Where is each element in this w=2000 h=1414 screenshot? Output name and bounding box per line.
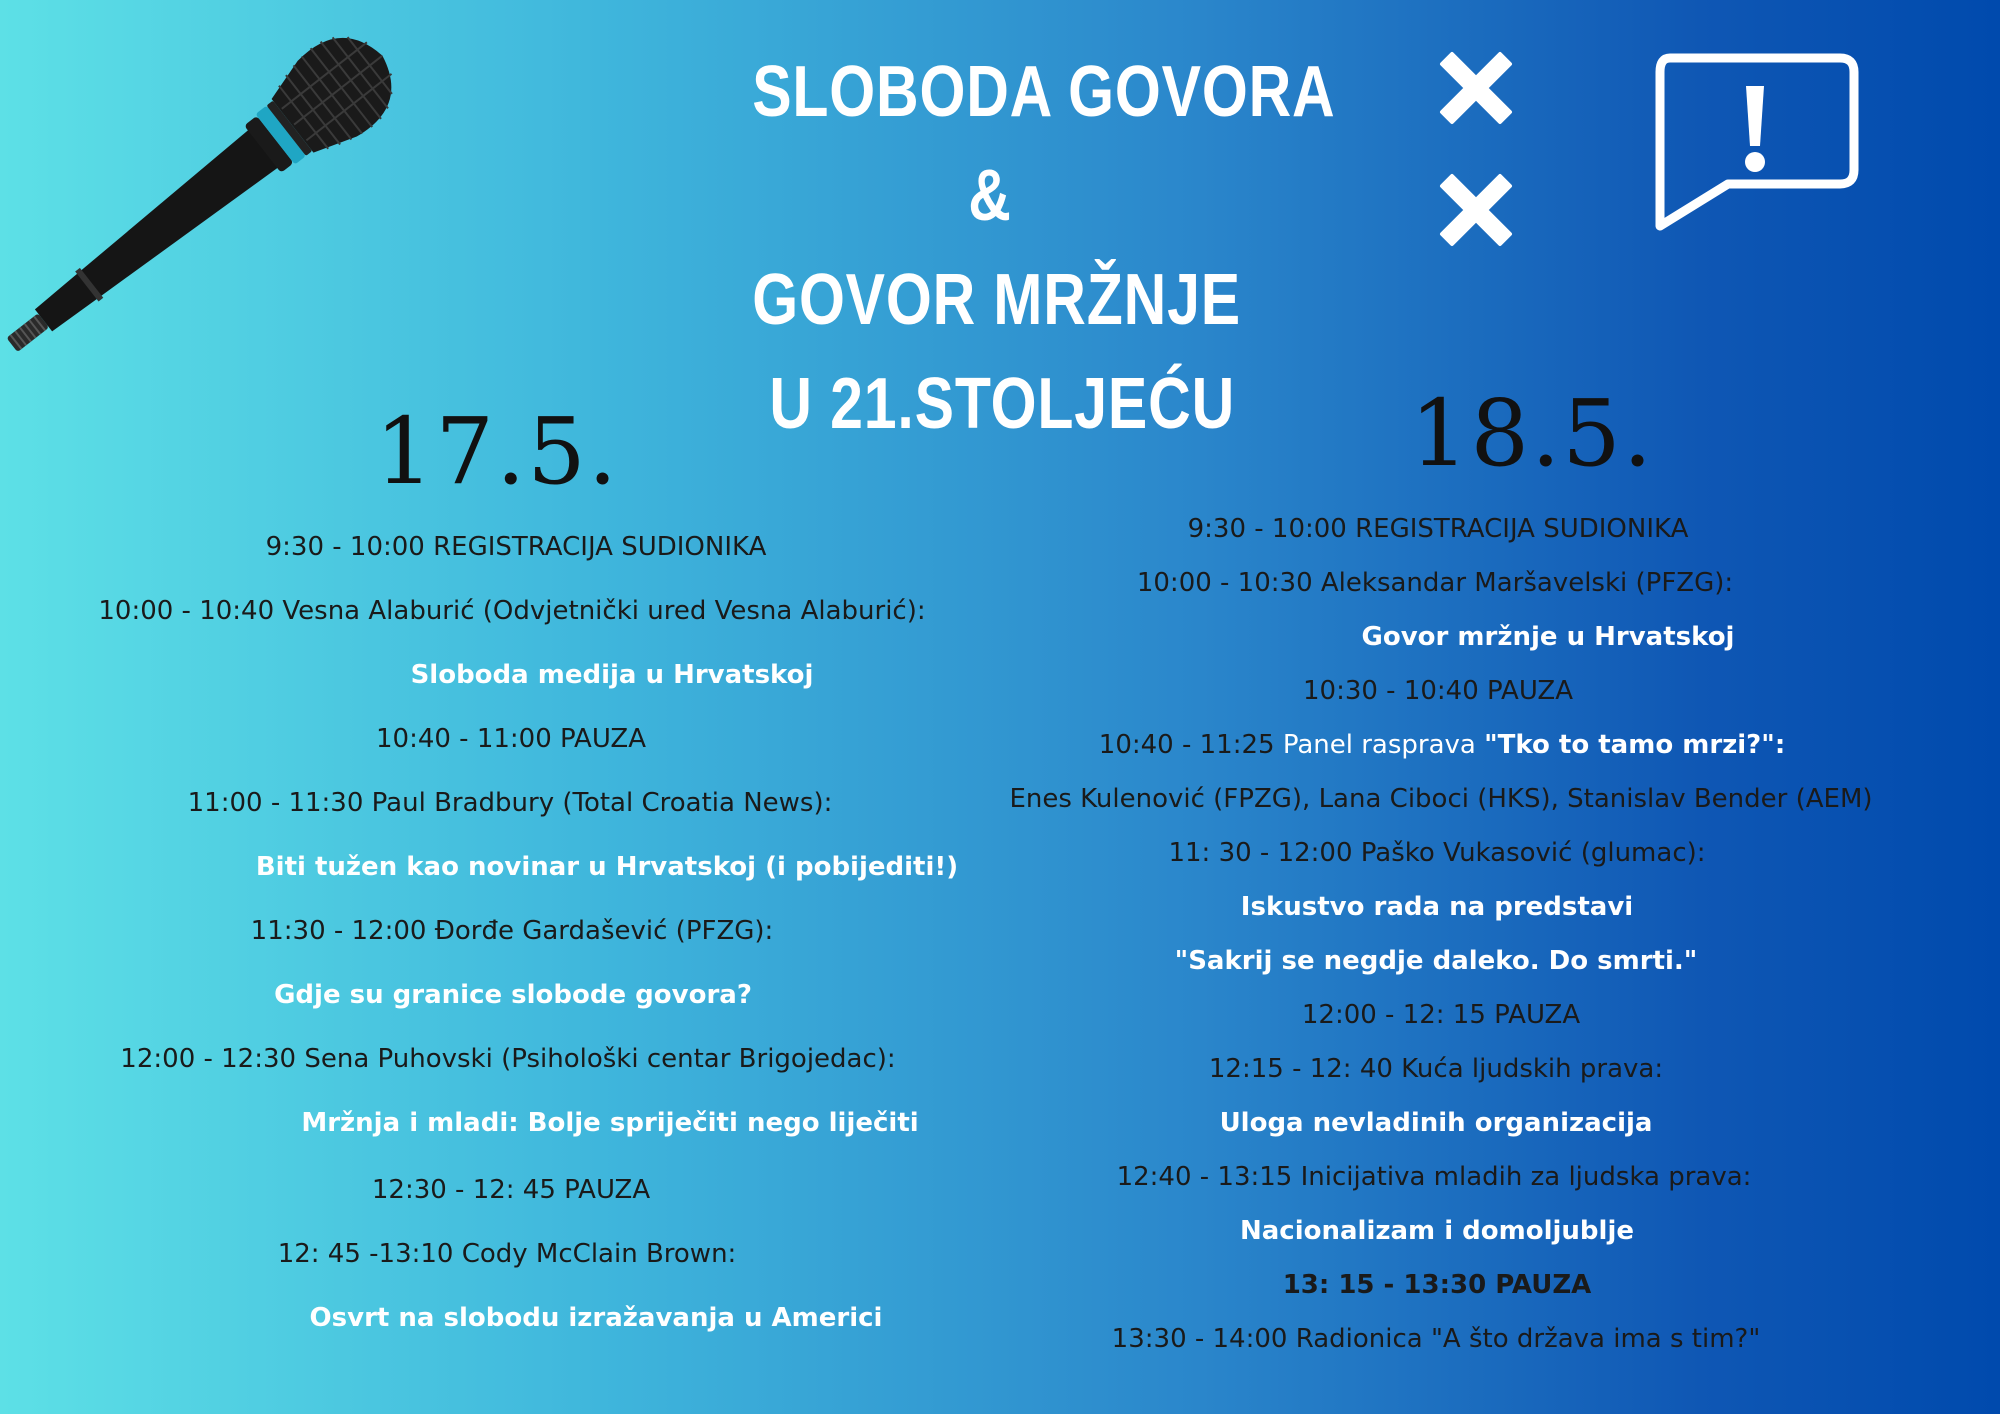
schedule-item: 12:15 - 12: 40 Kuća ljudskih prava: xyxy=(1208,1054,1664,1084)
schedule-item: 12:00 - 12:30 Sena Puhovski (Psihološki centar Brigojedac): xyxy=(120,1044,896,1074)
microphone-icon xyxy=(0,0,540,380)
schedule-item: 10:00 - 10:30 Aleksandar Maršavelski (PFZG): xyxy=(1136,568,1734,598)
panel-label: Panel rasprava xyxy=(1282,730,1476,760)
title-line-3: GOVOR MRŽNJE xyxy=(752,260,1241,340)
schedule-item: 10:30 - 10:40 PAUZA xyxy=(1302,676,1574,706)
panel-participants: Enes Kulenović (FPZG), Lana Ciboci (HKS), Stanislav Bender (AEM) xyxy=(1009,784,1873,814)
schedule-item: 9:30 - 10:00 REGISTRACIJA SUDIONIKA xyxy=(265,532,767,562)
talk-title: "Sakrij se negdje daleko. Do smrti." xyxy=(1174,946,1698,976)
day-2-date: 18.5. xyxy=(1410,380,1655,487)
talk-title: Biti tužen kao novinar u Hrvatskoj (i pobijediti!) xyxy=(255,852,959,882)
schedule-item: 11:00 - 11:30 Paul Bradbury (Total Croatia News): xyxy=(187,788,833,818)
talk-title: Uloga nevladinih organizacija xyxy=(1219,1108,1653,1138)
schedule-item: 12:30 - 12: 45 PAUZA xyxy=(371,1175,651,1205)
speech-bubble-exclamation-icon xyxy=(1650,52,1860,232)
schedule-item: 13:30 - 14:00 Radionica "A što država ima s tim?" xyxy=(1111,1324,1761,1354)
talk-title: Sloboda medija u Hrvatskoj xyxy=(410,660,814,690)
page-title xyxy=(752,40,1336,456)
panel-title: "Tko to tamo mrzi?": xyxy=(1484,730,1786,760)
title-line-2: & xyxy=(968,156,1012,236)
title-line-4: U 21.STOLJEĆU xyxy=(752,364,1236,444)
title-line-1: SLOBODA GOVORA xyxy=(752,52,1336,132)
talk-title: Govor mržnje u Hrvatskoj xyxy=(1361,622,1735,652)
schedule-item: 10:40 - 11:00 PAUZA xyxy=(375,724,647,754)
schedule-item: 13: 15 - 13:30 PAUZA xyxy=(1282,1270,1592,1300)
schedule-item: 11:30 - 12:00 Đorđe Gardašević (PFZG): xyxy=(250,916,774,946)
talk-title: Nacionalizam i domoljublje xyxy=(1240,1216,1634,1246)
x-icon xyxy=(1438,50,1514,126)
schedule-item xyxy=(1099,730,1785,760)
x-icon xyxy=(1438,172,1514,248)
schedule-item: 12: 45 -13:10 Cody McClain Brown: xyxy=(277,1239,737,1269)
schedule-item: 10:00 - 10:40 Vesna Alaburić (Odvjetnički ured Vesna Alaburić): xyxy=(98,596,926,626)
schedule-item: 12:40 - 13:15 Inicijativa mladih za ljudska prava: xyxy=(1116,1162,1752,1192)
day-1-date: 17.5. xyxy=(375,398,620,505)
schedule-item: 11: 30 - 12:00 Paško Vukasović (glumac): xyxy=(1168,838,1706,868)
talk-title: Mržnja i mladi: Bolje spriječiti nego liječiti xyxy=(301,1108,919,1138)
schedule-time: 10:40 - 11:25 xyxy=(1098,730,1275,760)
talk-title: Iskustvo rada na predstavi xyxy=(1240,892,1634,922)
schedule-item: 9:30 - 10:00 REGISTRACIJA SUDIONIKA xyxy=(1187,514,1689,544)
talk-title: Osvrt na slobodu izražavanja u Americi xyxy=(309,1303,883,1333)
schedule-item: 12:00 - 12: 15 PAUZA xyxy=(1301,1000,1581,1030)
talk-title: Gdje su granice slobode govora? xyxy=(274,980,752,1010)
